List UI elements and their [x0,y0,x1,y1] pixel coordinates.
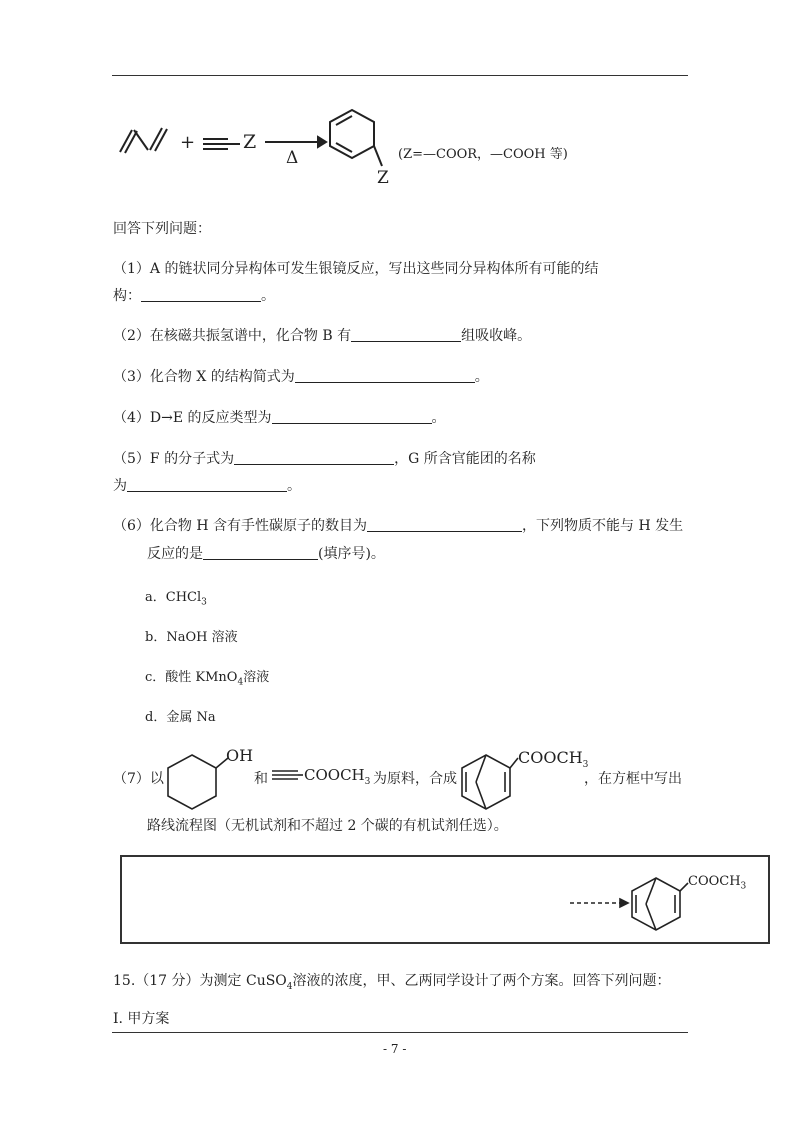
option-a-formula: CHCl [165,590,202,605]
q2-text: （2）在核磁共振氢谱中，化合物 B 有 [113,328,352,344]
q7-prefix: （7）以 [113,771,164,787]
q3-text: （3）化合物 X 的结构简式为 [113,369,295,385]
q5-text-b: ，G 所含官能团的名称 [394,451,536,467]
box-product-ester-bond [680,883,688,891]
q4-text: （4）D→E 的反应类型为 [113,410,272,426]
option-c-text: c．酸性 KMnO [145,670,238,685]
q7-line2: 路线流程图（无机试剂和不超过 2 个碳的有机试剂任选）。 [147,818,508,834]
q2-tail: 组吸收峰。 [461,328,532,344]
q7-ester-main: COOCH [304,766,365,784]
q6-label: 反应的是 [147,546,203,562]
q15-tail: 溶液的浓度，甲、乙两同学设计了两个方案。回答下列问题： [292,973,671,989]
q3-end: 。 [474,369,489,385]
option-c-tail: 溶液 [243,670,270,685]
q4-end: 。 [431,410,446,426]
q6-note: (填序号)。 [318,546,385,562]
target-ester-sub: 3 [582,760,589,771]
reaction-note: (Z=—COOR，—COOH 等) [398,147,568,162]
q15-text: 15.（17 分）为测定 CuSO [113,973,287,989]
reaction-heat: Δ [286,148,299,168]
page-number: - 7 - [383,1042,407,1056]
q7-and: 和 [254,771,268,787]
option-a-label: a． [145,590,166,605]
option-d: d．金属 Na [145,710,216,725]
bottom-rule [112,1032,688,1033]
q6-text-b: ，下列物质不能与 H 发生 [522,518,684,534]
q15-sub: 4 [286,981,293,992]
ring-z-label: Z [377,168,389,188]
q1-line1: （1）A 的链状同分异构体可发生银镜反应，写出这些同分异构体所有可能的结 [113,261,599,277]
q5-text: （5）F 的分子式为 [113,451,235,467]
q6-text: （6）化合物 H 含有手性碳原子的数目为 [113,518,368,534]
reaction-z: Z [243,131,257,153]
box-product-ester [688,874,746,892]
q7-ester-sub: 3 [364,777,371,787]
q7-middle: 为原料，合成 [373,771,457,787]
q5-label: 为 [113,478,127,494]
box-product-ester-main: COOCH [688,874,741,889]
section-heading: I. 甲方案 [113,1011,170,1027]
box-product-ester-sub: 3 [740,881,747,892]
intro-text: 回答下列问题： [113,221,211,237]
q5-end: 。 [287,478,301,494]
reaction-plus: + [180,132,196,153]
q7-suffix: ，在方框中写出 [584,771,682,787]
option-a-sub: 3 [201,597,207,608]
q1-label: 构： [113,288,141,304]
box-product-ring [632,878,680,930]
q1-end: 。 [261,288,275,304]
oh-label: OH [226,746,254,765]
q15-line [113,970,671,992]
option-c-sub: 4 [237,677,244,688]
target-ester-main: COOCH [518,748,583,767]
option-b: b．NaOH 溶液 [145,630,238,645]
